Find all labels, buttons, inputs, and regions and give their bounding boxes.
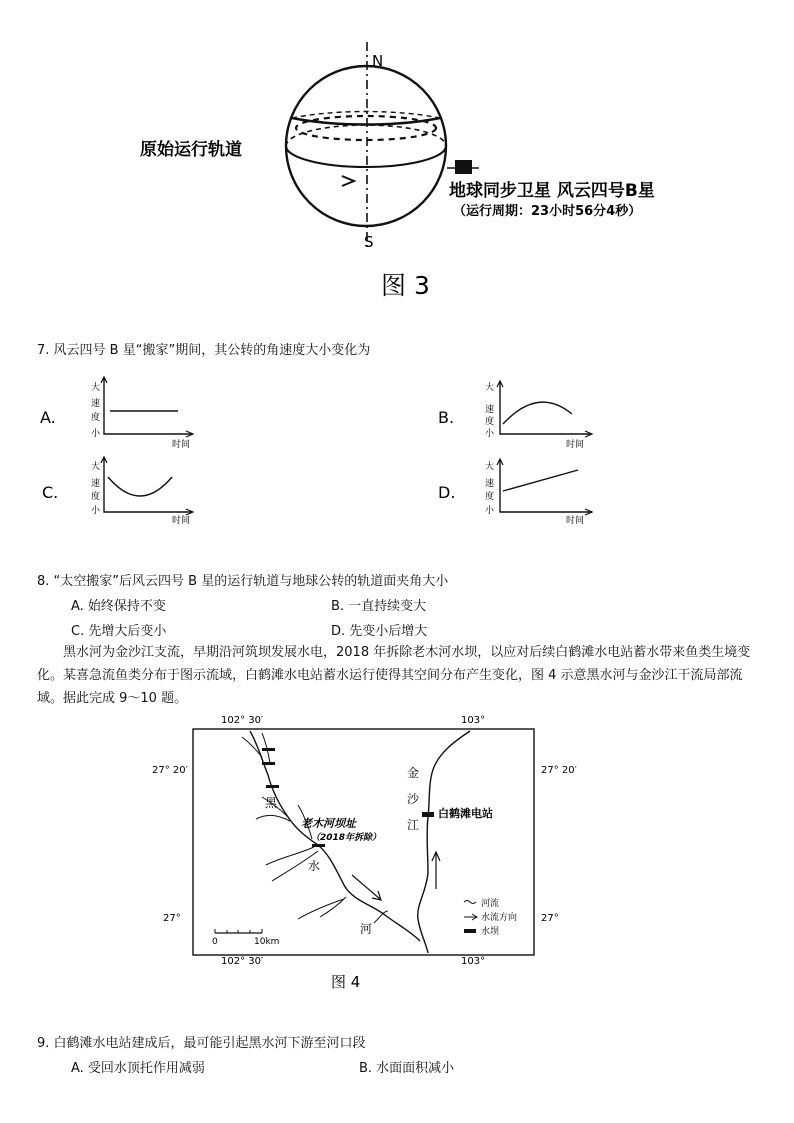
dam-icon bbox=[262, 748, 275, 751]
axis-label-big: 大 bbox=[91, 383, 101, 393]
axis-label-speed: 速 bbox=[91, 399, 101, 409]
scale-end: 10km bbox=[254, 937, 280, 947]
figure-4 bbox=[0, 705, 794, 1000]
orbit-label: 原始运行轨道 bbox=[140, 140, 242, 160]
q9-option-a[interactable]: A. 受回水顶托作用减弱 bbox=[71, 1061, 205, 1076]
question-7-options bbox=[0, 370, 794, 530]
q9-option-b[interactable]: B. 水面面积减小 bbox=[359, 1061, 455, 1076]
lat-bottom-right: 27° bbox=[541, 913, 559, 924]
q7-option-d[interactable] bbox=[438, 459, 592, 526]
axis-label-time: 时间 bbox=[566, 516, 585, 526]
lat-top-left: 27° 20′ bbox=[152, 765, 188, 776]
option-c-axes bbox=[104, 458, 192, 512]
q8-option-a[interactable]: A. 始终保持不变 bbox=[71, 599, 166, 614]
axis-label-time: 时间 bbox=[172, 516, 191, 526]
option-d-curve bbox=[503, 470, 578, 491]
heishui-label-3: 河 bbox=[360, 922, 373, 936]
lon-right-bottom: 103° bbox=[461, 956, 486, 967]
option-b-letter: B. bbox=[438, 408, 455, 427]
laomuhe-dam-note: （2018年拆除） bbox=[311, 833, 382, 843]
scale-zero: 0 bbox=[212, 937, 218, 947]
axis-label-small: 小 bbox=[91, 506, 101, 516]
axis-label-time: 时间 bbox=[566, 440, 585, 450]
option-a-axes bbox=[104, 378, 192, 434]
axis-label-speed: 速 bbox=[91, 479, 101, 489]
south-label: S bbox=[364, 233, 374, 251]
flow-arrow-heishui bbox=[352, 875, 380, 899]
baihetan-station-label: 白鹤滩电站 bbox=[438, 807, 493, 820]
figure-4-caption: 图 4 bbox=[331, 973, 361, 991]
option-c-letter: C. bbox=[42, 483, 59, 502]
laomuhe-dam-label: 老木河坝址 bbox=[301, 817, 356, 830]
satellite-label: 地球同步卫星 风云四号B星 bbox=[449, 181, 655, 201]
question-8-stem: 8. “太空搬家”后风云四号 B 星的运行轨道与地球公转的轨道面夹角大小 bbox=[37, 574, 449, 589]
figure-3-caption: 图 3 bbox=[381, 271, 430, 300]
lat-bottom-left: 27° bbox=[163, 913, 181, 924]
axis-label-big: 大 bbox=[91, 462, 101, 472]
axis-label-small: 小 bbox=[91, 429, 101, 439]
period-label: （运行周期：23小时56分4秒） bbox=[453, 204, 642, 219]
q8-option-c[interactable]: C. 先增大后变小 bbox=[71, 624, 167, 639]
option-b-curve bbox=[503, 402, 572, 424]
option-d-axes bbox=[500, 460, 591, 512]
jinsha-label-2: 沙 bbox=[407, 792, 420, 806]
earth-globe bbox=[286, 66, 446, 226]
satellite-icon bbox=[455, 160, 472, 174]
heishui-label-2: 水 bbox=[308, 859, 321, 873]
axis-label-degree: 度 bbox=[485, 417, 495, 427]
lon-left-top: 102° 30′ bbox=[221, 715, 264, 726]
north-label: N bbox=[372, 52, 384, 70]
lon-left-bottom: 102° 30′ bbox=[221, 956, 264, 967]
axis-label-big: 大 bbox=[485, 383, 495, 393]
q7-option-b[interactable] bbox=[438, 381, 592, 450]
option-c-curve bbox=[108, 477, 172, 496]
option-a-letter: A. bbox=[40, 408, 56, 427]
q8-option-d[interactable]: D. 先变小后增大 bbox=[331, 624, 428, 639]
jinsha-label-3: 江 bbox=[407, 818, 420, 832]
orbit-direction-arrow bbox=[342, 176, 354, 186]
figure-4-map bbox=[0, 705, 794, 1000]
legend-dam-icon bbox=[464, 929, 476, 933]
equator-front bbox=[286, 146, 446, 167]
axis-label-speed: 速 bbox=[485, 479, 495, 489]
latitude-circle bbox=[296, 116, 436, 140]
reading-passage: 黑水河为金沙江支流，早期沿河筑坝发展水电，2018 年拆除老木河水坝，以应对后续白鹤滩水电站蓄水带来鱼类生境变化。某喜急流鱼类分布于图示流域，白鹤滩水电站蓄水运行使得其空间分布产生变化，图 4 示意黑水河与金沙江干流局部流域。据此完成 9～10 题。 bbox=[37, 645, 751, 706]
heishui-label-1: 黑 bbox=[265, 796, 278, 810]
option-d-letter: D. bbox=[438, 483, 456, 502]
axis-label-degree: 度 bbox=[485, 492, 495, 502]
question-7-stem: 7. 风云四号 B 星“搬家”期间，其公转的角速度大小变化为 bbox=[37, 343, 371, 358]
dam-icon bbox=[266, 785, 279, 788]
axis-label-speed: 速 bbox=[485, 405, 495, 415]
axis-label-big: 大 bbox=[485, 462, 495, 472]
dam-icon-baihetan bbox=[422, 812, 434, 817]
q7-option-c[interactable] bbox=[42, 457, 193, 526]
q7-option-a[interactable] bbox=[40, 377, 193, 450]
axis-label-degree: 度 bbox=[91, 413, 101, 423]
dam-icon bbox=[262, 762, 275, 765]
legend-dam-label: 水坝 bbox=[481, 927, 500, 937]
figure-3 bbox=[0, 0, 794, 310]
axis-label-time: 时间 bbox=[172, 440, 191, 450]
jinsha-river bbox=[418, 731, 470, 953]
q8-option-b[interactable]: B. 一直持续变大 bbox=[331, 599, 427, 614]
tributary bbox=[266, 847, 314, 865]
legend-flow-label: 水流方向 bbox=[481, 913, 518, 923]
option-b-axes bbox=[500, 382, 591, 434]
dam-icon-laomuhe bbox=[312, 844, 325, 847]
axis-label-small: 小 bbox=[485, 506, 495, 516]
legend-river-icon bbox=[464, 901, 476, 904]
axis-label-small: 小 bbox=[485, 429, 495, 439]
lat-top-right: 27° 20′ bbox=[541, 765, 577, 776]
q7-option-graphs bbox=[0, 370, 794, 530]
tributary bbox=[242, 737, 262, 757]
jinsha-label-1: 金 bbox=[407, 766, 420, 780]
question-9-stem: 9. 白鹤滩水电站建成后，最可能引起黑水河下游至河口段 bbox=[37, 1036, 366, 1051]
legend-river-label: 河流 bbox=[481, 899, 500, 909]
lon-right-top: 103° bbox=[461, 715, 486, 726]
axis-label-degree: 度 bbox=[91, 492, 101, 502]
figure-3-diagram bbox=[0, 0, 794, 310]
orbit-back-hidden bbox=[292, 111, 440, 118]
tributary bbox=[256, 815, 290, 821]
